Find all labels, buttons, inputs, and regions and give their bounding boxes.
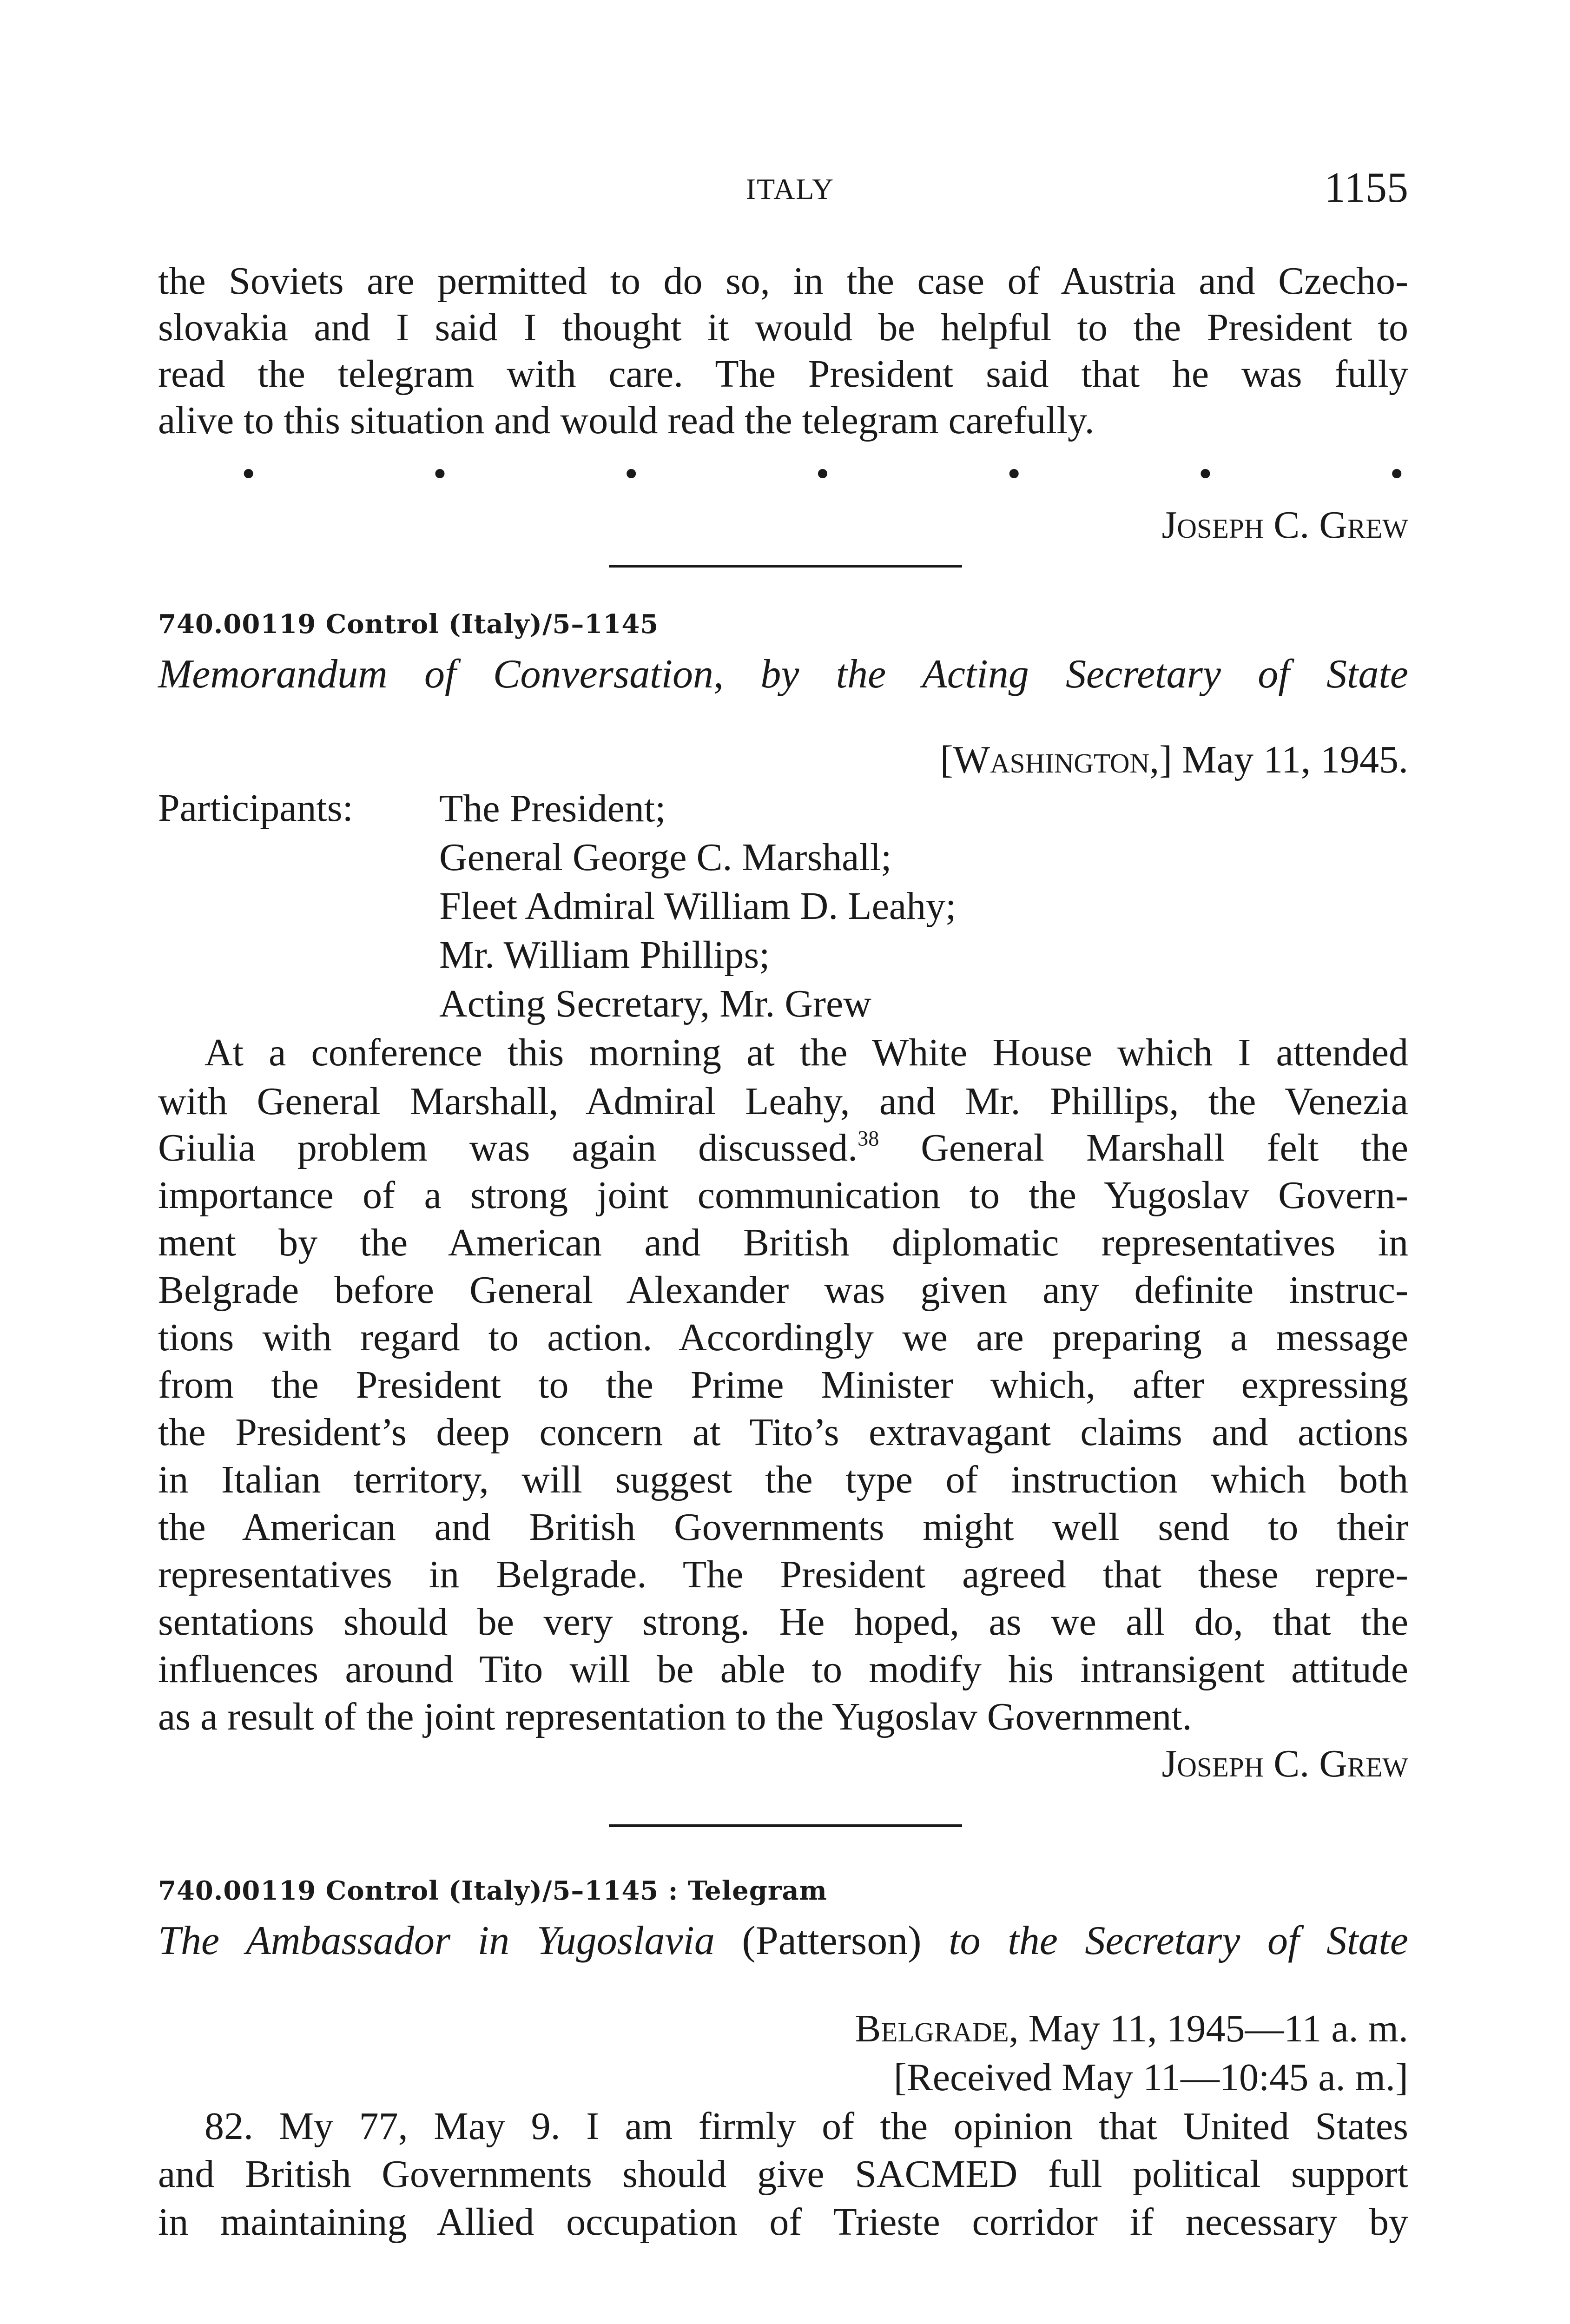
participant: Mr. William Phillips; <box>439 933 770 977</box>
document-title: Memorandum of Conversation, by the Acting Secretary of State <box>158 652 1408 697</box>
omission-dot: • <box>1198 452 1213 495</box>
body-line: the Soviets are permitted to do so, in the case of Austria and Czecho- <box>158 259 1408 303</box>
page-number: 1155 <box>1324 164 1408 211</box>
footnote-reference: 38 <box>858 1126 879 1150</box>
section-rule <box>609 565 962 568</box>
file-reference: 740.00119 Control (Italy)/5–1145 : Telegram <box>158 1875 827 1906</box>
participant: Fleet Admiral William D. Leahy; <box>439 885 957 928</box>
body-line: read the telegram with care. The President said that he was fully <box>158 352 1408 396</box>
body-text: General Marshall felt the <box>921 1126 1409 1169</box>
signature: Joseph C. Grew <box>1161 1742 1408 1785</box>
body-line: with General Marshall, Admiral Leahy, and Mr. Phillips, the Venezia <box>158 1080 1408 1123</box>
omission-dots <box>242 452 1404 495</box>
body-line: At a conference this morning at the White House which I attended <box>204 1031 1408 1074</box>
body-line: influences around Tito will be able to modify his intransigent attitude <box>158 1648 1408 1691</box>
dateline-place: Belgrade, <box>855 2007 1019 2050</box>
body-line: ment by the American and British diplomatic representatives in <box>158 1221 1408 1264</box>
dateline-date: May 11, 1945—11 a. m. <box>1028 2007 1408 2050</box>
file-reference: 740.00119 Control (Italy)/5–1145 <box>158 609 659 640</box>
dateline <box>158 2006 1408 2052</box>
body-line: 82. My 77, May 9. I am firmly of the opinion that United States <box>204 2105 1408 2148</box>
omission-dot: • <box>1007 452 1021 495</box>
running-head: ITALY <box>745 172 835 205</box>
body-line: Belgrade before General Alexander was given any definite instruc- <box>158 1268 1408 1312</box>
body-line: as a result of the joint representation to the Yugoslav Government. <box>158 1695 1192 1738</box>
body-line: sentations should be very strong. He hoped, as we all do, that the <box>158 1600 1408 1644</box>
participant: Acting Secretary, Mr. Grew <box>439 982 871 1025</box>
document-title <box>158 1917 1408 1964</box>
omission-dot: • <box>816 452 830 495</box>
omission-dot: • <box>242 452 256 495</box>
body-line: the President’s deep concern at Tito’s extravagant claims and actions <box>158 1411 1408 1454</box>
body-line: from the President to the Prime Minister which, after expressing <box>158 1363 1408 1406</box>
body-line: alive to this situation and would read the telegram carefully. <box>158 399 1095 442</box>
body-line: slovakia and I said I thought it would be helpful to the President to <box>158 306 1408 349</box>
participant: The President; <box>439 787 666 830</box>
body-line: tions with regard to action. Accordingly we are preparing a message <box>158 1316 1408 1359</box>
body-text: Giulia problem was again discussed. <box>158 1126 858 1169</box>
body-line: importance of a strong joint communication to the Yugoslav Govern- <box>158 1174 1408 1217</box>
body-line: and British Governments should give SACMED full political support <box>158 2152 1408 2196</box>
body-line: in Italian territory, will suggest the type of instruction which both <box>158 1458 1408 1501</box>
received-line: [Received May 11—10:45 a. m.] <box>893 2056 1408 2099</box>
dateline-bracket-open: [ <box>940 738 953 781</box>
signature: Joseph C. Grew <box>1161 503 1408 547</box>
body-line: the American and British Governments might well send to their <box>158 1505 1408 1549</box>
body-line: in maintaining Allied occupation of Trieste corridor if necessary by <box>158 2200 1408 2244</box>
participant: General George C. Marshall; <box>439 836 892 879</box>
title-text: The Ambassador in Yugoslavia <box>158 1918 742 1963</box>
title-text: to the Secretary of State <box>921 1918 1408 1963</box>
omission-dot: • <box>1390 452 1404 495</box>
title-name: (Patterson) <box>742 1918 922 1963</box>
dateline <box>158 737 1408 783</box>
dateline-date: May 11, 1945. <box>1182 738 1408 781</box>
omission-dot: • <box>433 452 447 495</box>
section-rule <box>609 1824 962 1827</box>
body-line: representatives in Belgrade. The President agreed that these repre- <box>158 1553 1408 1596</box>
body-line <box>158 1125 1408 1171</box>
omission-dot: • <box>624 452 638 495</box>
participants-label: Participants: <box>158 786 353 830</box>
dateline-bracket-close: ] <box>1159 738 1173 781</box>
dateline-place: Washington, <box>953 738 1160 781</box>
